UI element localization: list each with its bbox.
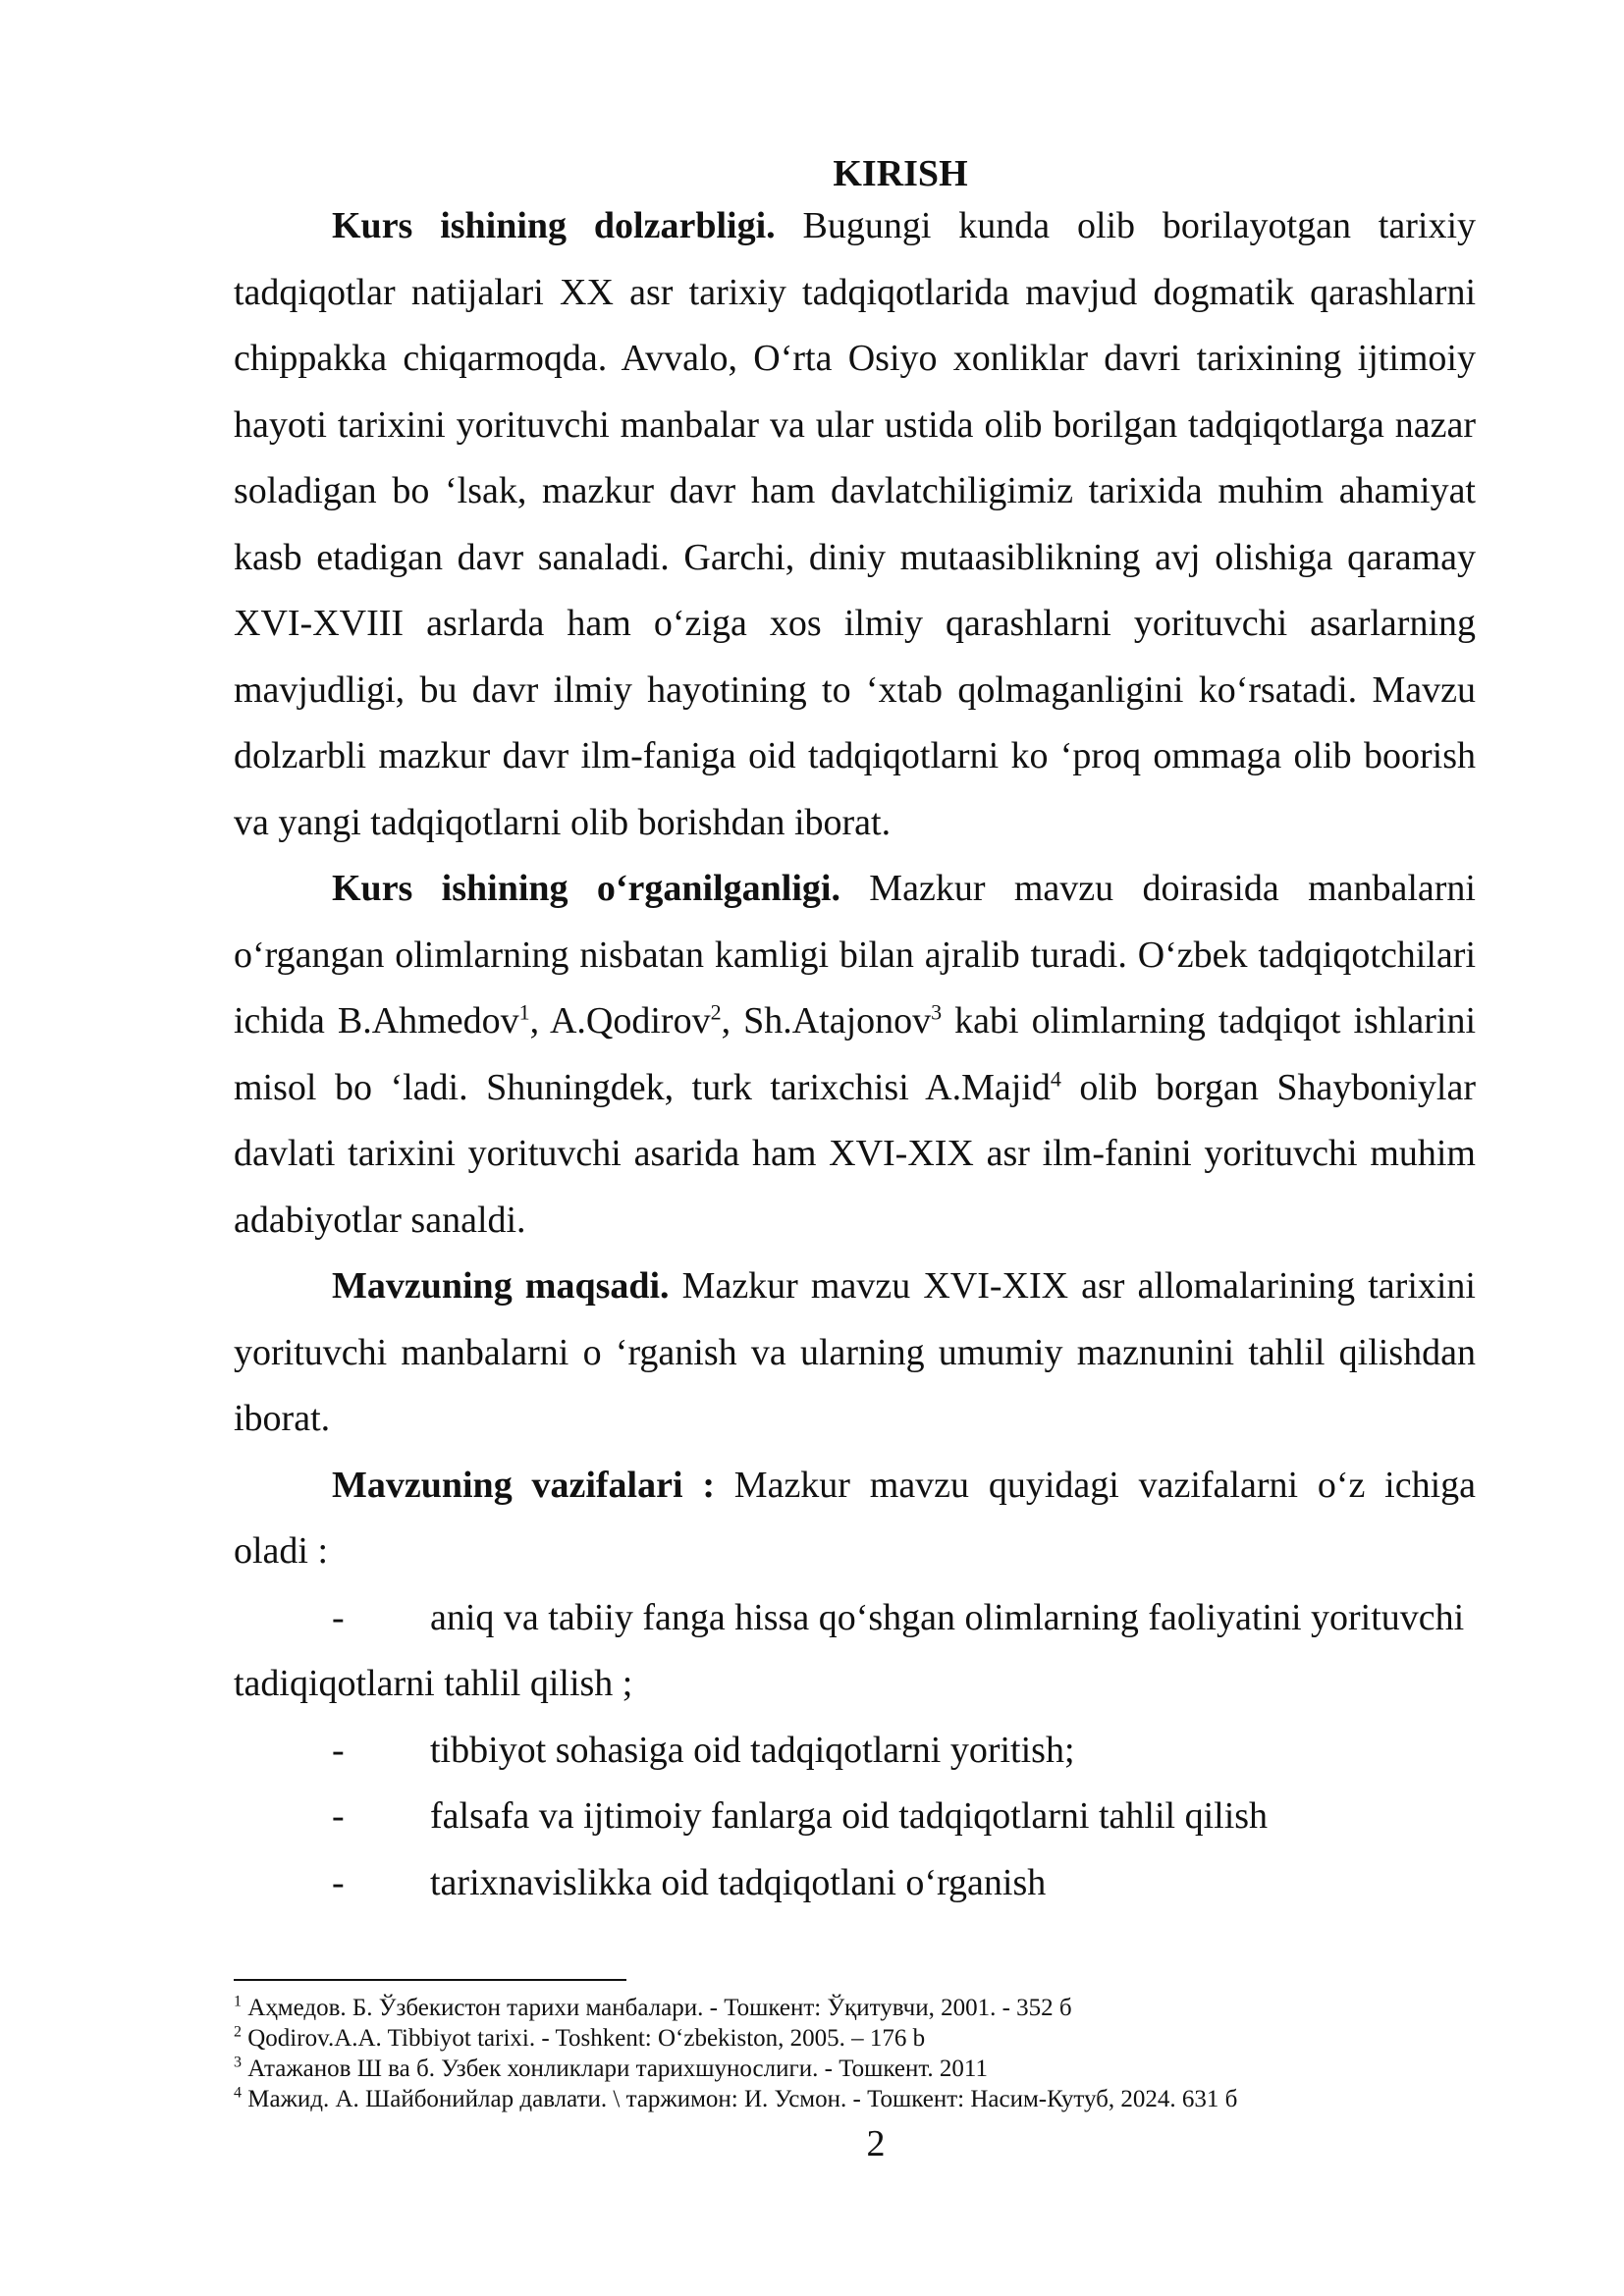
list-item-text: tarixnavislikka oid tadqiqotlani o‘rganish [430, 1861, 1047, 1903]
text-relevance: Bugungi kunda olib borilayotgan tarixiy tadqiqotlar natijalari XX asr tarixiy tadqiqotlarida mavjud dogmatik qarashlarni chippakka chiqarmoqda. Avvalo, O‘rta Osiyo xonliklar davri tarixining ijtimoiy hayoti tarixini yorituvchi manbalar va ular ustida olib borilgan tadqiqotlarga nazar soladigan bo ‘lsak, mazkur davr ham davlatchiligimiz tarixida muhim ahamiyat kasb etadigan davr sanaladi. Garchi, diniy mutaasiblikning avj olishiga qaramay XVI-XVIII asrlarda ham o‘ziga xos ilmiy qarashlarni yorituvchi asarlarning mavjudligi, bu davr ilmiy hayotining to ‘xtab qolmaganligini ko‘rsatadi. Mavzu dolzarbli mazkur davr ilm-faniga oid tadqiqotlarni ko ‘proq ommaga olib boorish va yangi tadqiqotlarni olib borishdan iborat. [234, 205, 1476, 843]
heading-relevance: Kurs ishining dolzarbligi. [332, 205, 776, 246]
list-dash: - [332, 1596, 345, 1638]
footnote-text: Мажид. А. Шайбонийлар давлати. \ таржимон: И. Усмон. - Тошкент: Насим-Кутуб, 2024. 631 б [242, 2086, 1238, 2112]
page-title: KIRISH [833, 153, 968, 194]
page-number: 2 [866, 2123, 886, 2164]
footnote-separator [234, 1979, 626, 1981]
footnote-ref-4: 4 [1050, 1065, 1061, 1091]
footnote [234, 1993, 1510, 2023]
paragraph-relevance [234, 193, 1476, 856]
task-list [234, 1585, 1476, 1917]
footnote-number: 1 [234, 1993, 242, 2010]
list-item-continuation: tadiqiqotlarni tahlil qilish ; [234, 1663, 633, 1704]
text-goal: Mazkur mavzu XVI-XIX asr allomalarining tarixini yorituvchi manbalarni o ‘rganish va ularning umumiy maznunini tahlil qilishdan iborat. [234, 1265, 1476, 1439]
paragraph-tasks [234, 1453, 1476, 1585]
footnote [234, 2084, 1510, 2114]
text-studied-5: olib borgan Shayboniylar davlati tarixini yorituvchi asarida ham XVI-XIX asr ilm-fanini yorituvchi muhim adabiyotlar sanaldi. [234, 1066, 1476, 1241]
footnote-number: 2 [234, 2023, 242, 2041]
list-dash: - [332, 1861, 345, 1903]
heading-goal: Mavzuning maqsadi. [332, 1265, 670, 1307]
list-dash: - [332, 1729, 345, 1771]
list-item [234, 1784, 1476, 1850]
text-studied-3: , Sh.Atajonov [721, 1000, 932, 1041]
list-item-text: tibbiyot sohasiga oid tadqiqotlarni yoritish; [430, 1729, 1075, 1771]
text-studied-1: Mazkur mavzu doirasida manbalarni o‘rgangan olimlarning nisbatan kamligi bilan ajralib turadi. O‘zbek tadqiqotchilari ichida B.Ahmedov [234, 868, 1476, 1041]
footnote-number: 4 [234, 2084, 242, 2102]
text-tasks: Mazkur mavzu quyidagi vazifalarni o‘z ichiga oladi : [234, 1464, 1477, 1572]
text-studied-4: kabi olimlarning tadqiqot ishlarini misol bo ‘ladi. Shuningdek, turk tarixchisi A.Majid [234, 1000, 1477, 1108]
footnote-text: Аҳмедов. Б. Ўзбекистон тарихи манбалари. - Тошкент: Ўқитувчи, 2001. - 352 б [242, 1995, 1072, 2021]
footnote-ref-2: 2 [710, 999, 722, 1025]
list-item-text: aniq va tabiiy fanga hissa qo‘shgan olimlarning faoliyatini yorituvchi [430, 1596, 1465, 1638]
footnote [234, 2054, 1510, 2084]
footnote-ref-3: 3 [931, 999, 943, 1025]
footnote [234, 2023, 1510, 2054]
footnotes [234, 1993, 1510, 2114]
list-item [234, 1718, 1476, 1785]
footnote-ref-1: 1 [518, 999, 530, 1025]
list-item [234, 1850, 1476, 1917]
list-dash: - [332, 1795, 345, 1837]
heading-studied: Kurs ishining o‘rganilganligi. [332, 868, 840, 909]
list-item-text: falsafa va ijtimoiy fanlarga oid tadqiqotlarni tahlil qilish [430, 1795, 1269, 1837]
body-text [234, 193, 1476, 1916]
text-studied-2: , A.Qodirov [529, 1000, 711, 1041]
paragraph-goal [234, 1254, 1476, 1453]
footnote-text: Qodirov.A.A. Tibbiyot tarixi. - Toshkent: O‘zbekiston, 2005. – 176 b [242, 2025, 926, 2052]
list-item [234, 1585, 1476, 1652]
footnote-text: Атажанов Ш ва б. Узбек хонликлари тарихшунослиги. - Тошкент. 2011 [242, 2056, 988, 2082]
footnote-number: 3 [234, 2054, 242, 2071]
paragraph-studied [234, 856, 1476, 1254]
heading-tasks: Mavzuning vazifalari : [332, 1464, 715, 1506]
